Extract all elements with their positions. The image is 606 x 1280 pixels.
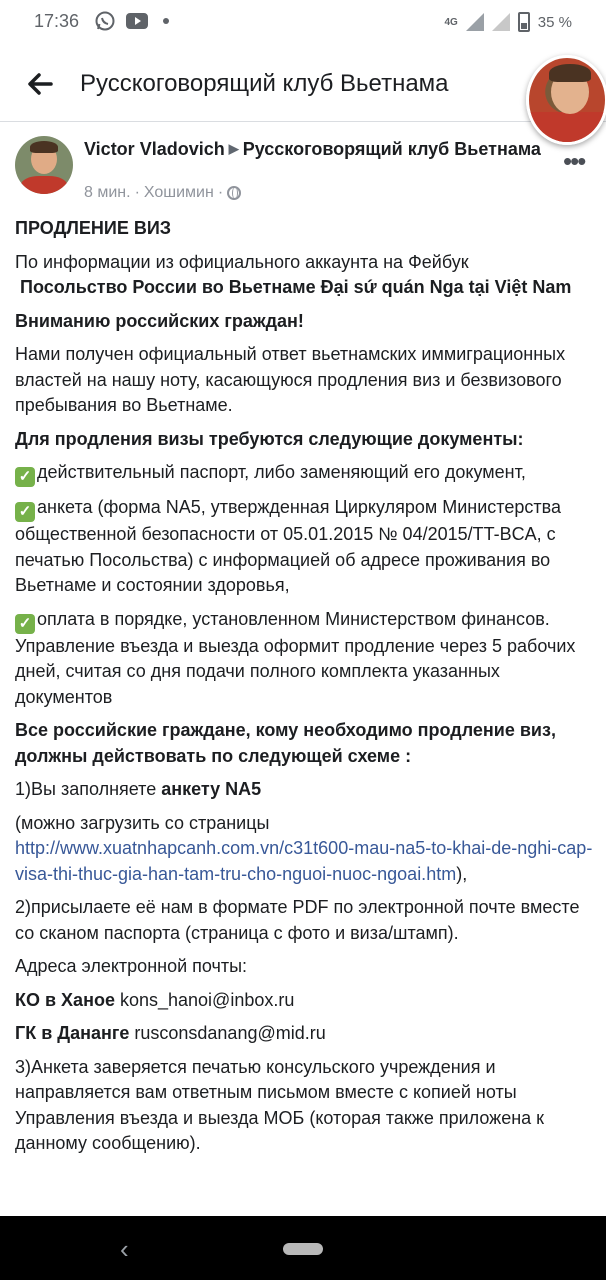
check-icon: ✓ [15, 467, 35, 487]
meta-separator: · [134, 184, 140, 201]
list-item: ✓ оплата в порядке, установленном Министерством финансов. Управление въезда и выезда оформит продление через 5 рабочих дней, считая со дня подачи полного комплекта указанных документов [15, 608, 576, 707]
step-2: 2)присылаете её нам в формате PDF по электронной почте вместе со сканом паспорта (страница с фото и виза/штамп). [15, 897, 580, 943]
signal-icon-secondary [492, 13, 510, 31]
embassy-name[interactable]: Посольство России во Вьетнаме Đại sứ quán Nga tại Việt Nam [20, 277, 572, 297]
list-item: ✓ анкета (форма NA5, утвержденная Циркуляром Министерства общественной безопасности от 05.01.2015 № 04/2015/TT-BCA, с печатью Посольства) с информацией об адресе проживания во Вьетнаме и состоянии здоровья, [15, 497, 561, 595]
author-avatar[interactable] [15, 136, 73, 194]
nav-back-button[interactable]: ‹ [120, 1234, 129, 1264]
emails-label: Адреса электронной почты: [15, 956, 248, 976]
post-time[interactable]: 8 мин. [84, 184, 131, 201]
network-label: 4G [444, 16, 458, 28]
post-paragraph: По информации из официального аккаунта на Фейбук Посольство России во Вьетнаме Đại sứ quán Nga tại Việt Nam [15, 251, 572, 297]
email-row: КО в Ханое kons_hanoi@inbox.ru [15, 989, 295, 1010]
nav-home-button[interactable] [283, 1243, 323, 1255]
whatsapp-icon [94, 10, 116, 37]
email-hanoi[interactable]: kons_hanoi@inbox.ru [119, 989, 295, 1010]
group-name[interactable]: Русскоговорящий клуб Вьетнама [242, 139, 541, 159]
post-heading: ПРОДЛЕНИЕ ВИЗ [15, 218, 172, 238]
status-right [444, 12, 572, 32]
meta-separator-2: · [217, 184, 224, 201]
list-item: ✓ действительный паспорт, либо заменяющий его документ, [15, 460, 595, 487]
author-line [84, 137, 554, 161]
back-arrow-icon [27, 73, 53, 95]
step-1-note: (можно загрузить со страницы http://www.xuatnhapcanh.com.vn/c31t600-mau-na5-to-khai-de-nghi-cap-visa-thi-thuc-gia-han-tam-tru-cho-nguoi-nuoc-ngoai.htm), [15, 812, 593, 884]
documents-heading: Для продления визы требуются следующие документы: [15, 428, 524, 449]
youtube-icon [126, 12, 148, 35]
status-time: 17:36 [34, 11, 80, 31]
post-body [15, 216, 595, 1165]
system-nav-bar [0, 1216, 606, 1280]
battery-percent: 35 % [537, 13, 572, 31]
app-header [0, 44, 606, 122]
more-options-button[interactable]: ••• [563, 146, 585, 176]
dot-icon [162, 12, 170, 35]
step-3: 3)Анкета заверяется печатью консульского учреждения и направляется вам ответным письмом вместе с копией ноты Управления въезда и выезда МОБ (которая также приложена к данному сообщению). [15, 1056, 545, 1153]
check-icon: ✓ [15, 614, 35, 634]
author-name[interactable]: Victor Vladovich [84, 139, 225, 159]
signal-icon [466, 13, 484, 31]
post-header [0, 132, 606, 210]
post-location[interactable]: Хошимин [143, 184, 214, 201]
arrow-right-icon: ▶ [228, 141, 239, 156]
email-danang[interactable]: rusconsdanang@mid.ru [134, 1023, 326, 1043]
email-row: ГК в Дананге rusconsdanang@mid.ru [15, 1023, 326, 1043]
attention-heading: Вниманию российских граждан! [15, 310, 304, 331]
page-title: Русскоговорящий клуб Вьетнама [80, 70, 449, 97]
back-button[interactable] [20, 64, 60, 104]
step-1: 1)Вы заполняете анкету NA5 [15, 779, 262, 799]
battery-icon [518, 12, 530, 32]
check-icon: ✓ [15, 502, 35, 522]
post-meta [84, 184, 241, 202]
scheme-heading: Все российские граждане, кому необходимо продление виз, должны действовать по следующей схеме : [15, 720, 556, 766]
post-paragraph: Нами получен официальный ответ вьетнамских иммиграционных властей на нашу ноту, касающуюся продления виз и безвизового пребывания во Вьетнаме. [15, 344, 566, 415]
globe-icon [227, 186, 241, 200]
na5-form-link[interactable]: http://www.xuatnhapcanh.com.vn/c31t600-mau-na5-to-khai-de-nghi-cap-visa-thi-thuc-gia-han-tam-tru-cho-nguoi-nuoc-ngoai.htm [15, 838, 593, 884]
status-bar [0, 0, 606, 44]
